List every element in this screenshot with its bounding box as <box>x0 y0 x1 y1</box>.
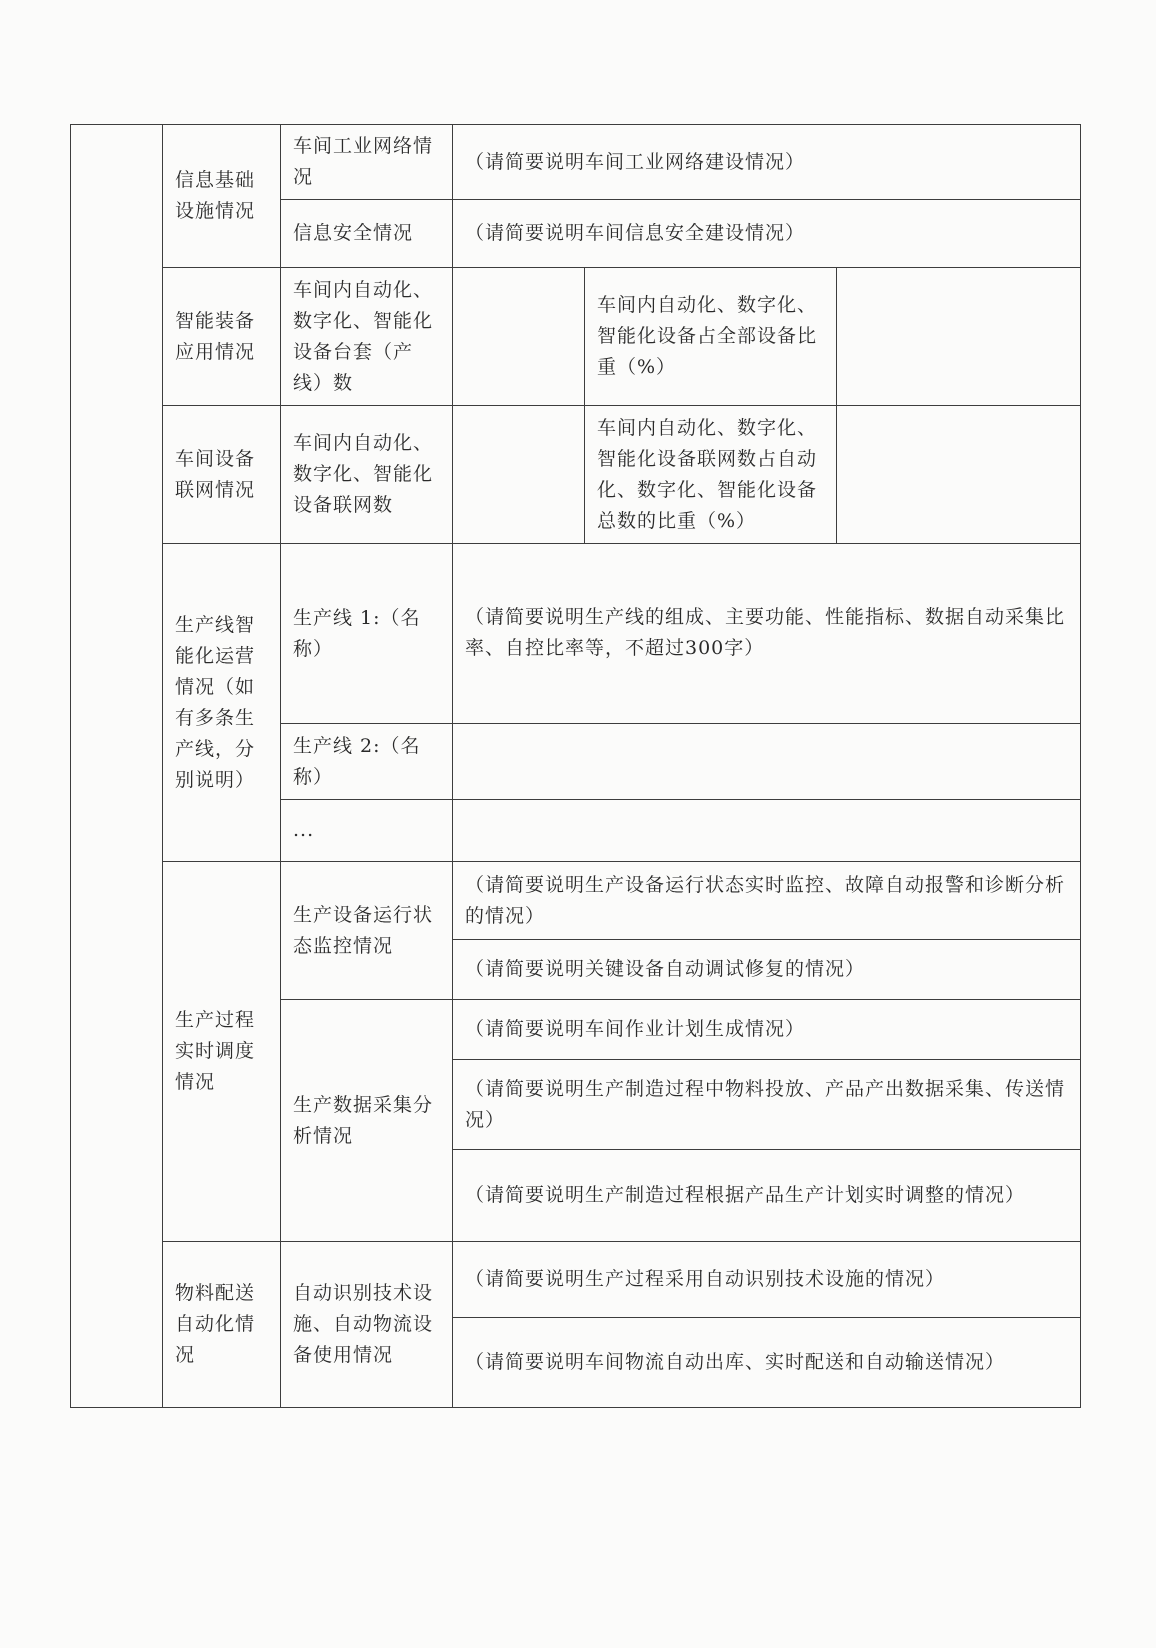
desc-logistics-delivery: （请简要说明车间物流自动出库、实时配送和自动输送情况） <box>453 1318 1081 1408</box>
item-workshop-network: 车间工业网络情况 <box>281 125 453 200</box>
category-material-distribution: 物料配送自动化情况 <box>163 1242 281 1408</box>
table-row <box>71 406 1081 544</box>
table-row <box>71 125 1081 200</box>
value-automated-equipment-ratio <box>837 268 1081 406</box>
desc-production-line-2 <box>453 724 1081 800</box>
item-data-collection-analysis: 生产数据采集分析情况 <box>281 1000 453 1242</box>
item-auto-identification-logistics: 自动识别技术设施、自动物流设备使用情况 <box>281 1242 453 1408</box>
desc-info-security: （请简要说明车间信息安全建设情况） <box>453 200 1081 268</box>
application-form-table <box>70 124 1081 1408</box>
category-smart-equipment: 智能装备应用情况 <box>163 268 281 406</box>
desc-production-line-more <box>453 800 1081 862</box>
value-networked-equipment-count <box>453 406 585 544</box>
desc-auto-debug-repair: （请简要说明关键设备自动调试修复的情况） <box>453 940 1081 1000</box>
desc-workshop-network: （请简要说明车间工业网络建设情况） <box>453 125 1081 200</box>
table-row <box>71 862 1081 940</box>
desc-plan-realtime-adjust: （请简要说明生产制造过程根据产品生产计划实时调整的情况） <box>453 1150 1081 1242</box>
desc-material-data-collection: （请简要说明生产制造过程中物料投放、产品产出数据采集、传送情况） <box>453 1060 1081 1150</box>
table-row <box>71 1242 1081 1318</box>
desc-production-line-1: （请简要说明生产线的组成、主要功能、性能指标、数据自动采集比率、自控比率等，不超过300字） <box>453 544 1081 724</box>
item-production-line-more: ... <box>281 800 453 862</box>
item-equipment-status-monitoring: 生产设备运行状态监控情况 <box>281 862 453 1000</box>
item-automated-equipment-ratio: 车间内自动化、数字化、智能化设备占全部设备比重（%） <box>585 268 837 406</box>
category-production-line-operation: 生产线智能化运营情况（如有多条生产线，分别说明） <box>163 544 281 862</box>
value-automated-equipment-count <box>453 268 585 406</box>
item-automated-equipment-count: 车间内自动化、数字化、智能化设备台套（产线）数 <box>281 268 453 406</box>
desc-work-plan-generation: （请简要说明车间作业计划生成情况） <box>453 1000 1081 1060</box>
table-row <box>71 268 1081 406</box>
category-realtime-dispatch: 生产过程实时调度情况 <box>163 862 281 1242</box>
value-networked-equipment-ratio <box>837 406 1081 544</box>
category-equipment-networking: 车间设备联网情况 <box>163 406 281 544</box>
item-production-line-2: 生产线 2:（名称） <box>281 724 453 800</box>
item-networked-equipment-ratio: 车间内自动化、数字化、智能化设备联网数占自动化、数字化、智能化设备总数的比重（%） <box>585 406 837 544</box>
category-info-infrastructure: 信息基础设施情况 <box>163 125 281 268</box>
desc-status-monitoring: （请简要说明生产设备运行状态实时监控、故障自动报警和诊断分析的情况） <box>453 862 1081 940</box>
item-networked-equipment-count: 车间内自动化、数字化、智能化设备联网数 <box>281 406 453 544</box>
desc-auto-identification: （请简要说明生产过程采用自动识别技术设施的情况） <box>453 1242 1081 1318</box>
table-row <box>71 544 1081 724</box>
item-info-security: 信息安全情况 <box>281 200 453 268</box>
item-production-line-1: 生产线 1:（名称） <box>281 544 453 724</box>
blank-left-column <box>71 125 163 1408</box>
